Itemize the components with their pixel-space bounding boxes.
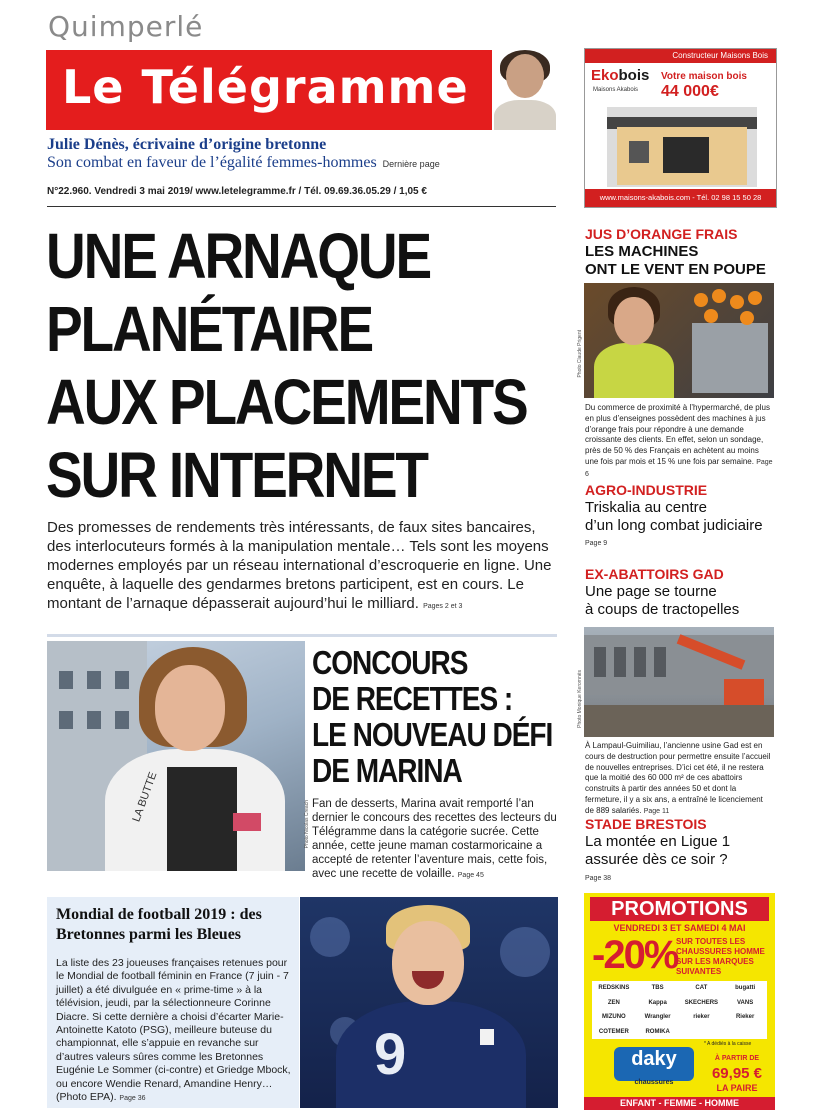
promo-price: 69,95 € [711, 1065, 763, 1082]
jersey-number: 9 [374, 1022, 407, 1087]
jus-kicker: JUS D’ORANGE FRAIS [585, 226, 738, 242]
ekobois-logo: Ekobois [591, 67, 650, 84]
headline-line: AUX PLACEMENTS [46, 366, 527, 438]
headline-line: LE NOUVEAU DÉFI [312, 716, 553, 753]
masthead[interactable] [46, 50, 558, 130]
teaser-headline[interactable]: Julie Dénès, écrivaine d’origine bretonne [47, 136, 327, 153]
mondial-title[interactable]: Mondial de football 2019 : des Bretonnes parmi les Bleues [56, 906, 262, 943]
promo-offer: SUR TOUTES LES CHAUSSURES HOMME SUR LES MARQUES SUIVANTES [676, 937, 765, 976]
issue-line: N°22.960. Vendredi 3 mai 2019/ www.letelegramme.fr / Tél. 09.69.36.05.29 / 1,05 € [47, 186, 427, 197]
main-headline[interactable] [46, 220, 527, 512]
mondial-page-ref: Page 36 [119, 1095, 146, 1103]
recettes-headline[interactable] [312, 644, 553, 789]
ad-slogan: Votre maison bois [661, 71, 747, 82]
marina-photo [47, 641, 305, 871]
gad-page-ref: Page 11 [643, 807, 670, 815]
headline-line: assurée dès ce soir ? [585, 851, 728, 868]
portrait-photo [492, 50, 558, 130]
headline-line: LES MACHINES [585, 243, 699, 260]
gad-text: À Lampaul-Guimiliau, l’ancienne usine Gad est en cours de destruction pour permettre ensuite l’accueil de nouvelles entreprises. D’ici cet été, il ne restera que la moitié des 60 000 m² de ces abattoirs construits à partir des années 50 et dont la fermeture, il y a six ans, a entraîné le licenciement de 889 salariés. [585, 741, 771, 815]
headline-line: DE RECETTES : [312, 680, 513, 717]
house-illustration [607, 107, 757, 187]
headline-line: CONCOURS [312, 644, 468, 681]
agro-headline[interactable] [585, 499, 775, 535]
brest-page-ref: Page 38 [585, 875, 612, 882]
teaser-subline[interactable] [47, 154, 440, 172]
photo-credit: Photo Nicolas Creach [304, 800, 310, 849]
headline-line: ONT LE VENT EN POUPE [585, 261, 766, 278]
gad-body [585, 741, 773, 818]
ad-top-strip: Constructeur Maisons Bois [585, 49, 776, 63]
lede-page-ref: Pages 2 et 3 [423, 603, 463, 610]
jus-text: Du commerce de proximité à l’hypermarché, de plus en plus d’enseignes possèdent des machines à jus d’orange frais pour répondre à une demande croissante des clients. En effet, selon un sondage, près de 50 % des Français en achètent au moins une fois par mois et 15 % une fois par semaine. [585, 403, 770, 466]
main-lede [47, 518, 559, 616]
masthead-title: Le Télégramme [62, 60, 469, 114]
jus-page-ref: Page 6 [585, 458, 773, 478]
photo-apron-text: LA BUTTE [130, 770, 160, 824]
headline-line: PLANÉTAIRE [46, 293, 373, 365]
gad-photo-credit: Photo Monique Keromnès [577, 670, 583, 728]
headline-line: Triskalia au centre [585, 499, 707, 516]
recettes-text: Fan de desserts, Marina avait remporté l’an dernier le concours des recettes des lecteurs du Télégramme dans la catégorie sucrée. Cette année, cette jeune maman costarmoricaine a accepté de retenter l’aventure mais, cette fois, avec une recette de volaille. [312, 798, 557, 880]
ad-price: 44 000€ [661, 83, 719, 100]
daky-logo: daky [614, 1047, 694, 1081]
gad-kicker: EX-ABATTOIRS GAD [585, 566, 724, 582]
headline-line: SUR INTERNET [46, 439, 427, 511]
agro-kicker: AGRO-INDUSTRIE [585, 482, 708, 498]
ekobois-sublogo: Maisons Akabois [593, 87, 639, 93]
brest-kicker: STADE BRESTOIS [585, 816, 707, 832]
mondial-body [56, 957, 296, 1105]
brest-headline[interactable] [585, 833, 775, 869]
headline-line: La montée en Ligue 1 [585, 833, 731, 850]
promo-note: * A dédiés à la caisse [704, 1041, 752, 1047]
agro-page-ref: Page 9 [585, 540, 608, 547]
daky-logo-sub: chaussures [634, 1079, 674, 1086]
headline-line: à coups de tractopelles [585, 601, 740, 618]
recettes-body [312, 797, 562, 883]
jus-body [585, 403, 773, 481]
promo-bottom-strip: ENFANT - FEMME - HOMME [584, 1097, 775, 1110]
football-photo [300, 897, 558, 1108]
promo-banner: PROMOTIONS [590, 897, 769, 921]
gad-photo [584, 627, 774, 737]
headline-line: d’un long combat judiciaire [585, 517, 763, 534]
teaser-subline-text: Son combat en faveur de l’égalité femmes-hommes [47, 154, 377, 171]
promo-percent: -20% [592, 933, 678, 977]
promo-dates: VENDREDI 3 ET SAMEDI 4 MAI [613, 923, 746, 933]
jus-photo-credit: Photo Claude Prigent [577, 330, 583, 378]
edition-name: Quimperlé [48, 10, 204, 43]
recettes-page-ref: Page 45 [457, 872, 484, 879]
headline-line: Une page se tourne [585, 583, 717, 600]
price-suffix: LA PAIRE [716, 1083, 758, 1093]
jus-headline[interactable] [585, 243, 775, 279]
divider [47, 206, 556, 207]
daky-ad[interactable] [584, 893, 775, 1110]
gad-headline[interactable] [585, 583, 775, 619]
headline-line: UNE ARNAQUE [46, 220, 431, 292]
mondial-text: La liste des 23 joueuses françaises retenues pour le Mondial de football féminin en France (7 juin - 7 juillet) a été divulguée en « prime-time » à la télévision, jeudi, par la sélectionneure Corinne Diacre. Si cette dernière a choisi d’écarter Marie-Antoinette Katoto (PSG), meilleure buteuse du championnat, elle s’appuie en revanche sur d’autres valeurs sûres comme les Bretonnes Eugénie Le Sommer (ci-contre) et Griedge Mbock, ou encore Wendie Renard, Amandine Henry… (Photo EPA). [56, 957, 291, 1104]
ad-footer: www.maisons-akabois.com - Tél. 02 98 15 50 28 [585, 189, 776, 207]
brand-logos: REDSKINS TBS CAT bugatti ZEN Kappa SKECHERS VANS MIZUNO Wrangler rieker Rieker COTEMER ROMIKA [592, 981, 767, 1039]
section-divider [47, 634, 557, 637]
ekobois-ad[interactable] [584, 48, 777, 208]
teaser-page: Dernière page [382, 159, 440, 169]
price-prefix: À PARTIR DE [714, 1055, 760, 1062]
lede-text: Des promesses de rendements très intéressants, de faux sites bancaires, des interlocuteurs formés à la manipulation mentale… Tels sont les moyens modernes employés par un réseau international d’escroquerie en ligne. Une enquête, à laquelle des gendarmes bretons participent, est en cours. Le montant de l’arnaque dépasserait aujourd’hui le milliard. [47, 519, 552, 612]
jus-photo [584, 283, 774, 398]
headline-line: DE MARINA [312, 752, 462, 789]
